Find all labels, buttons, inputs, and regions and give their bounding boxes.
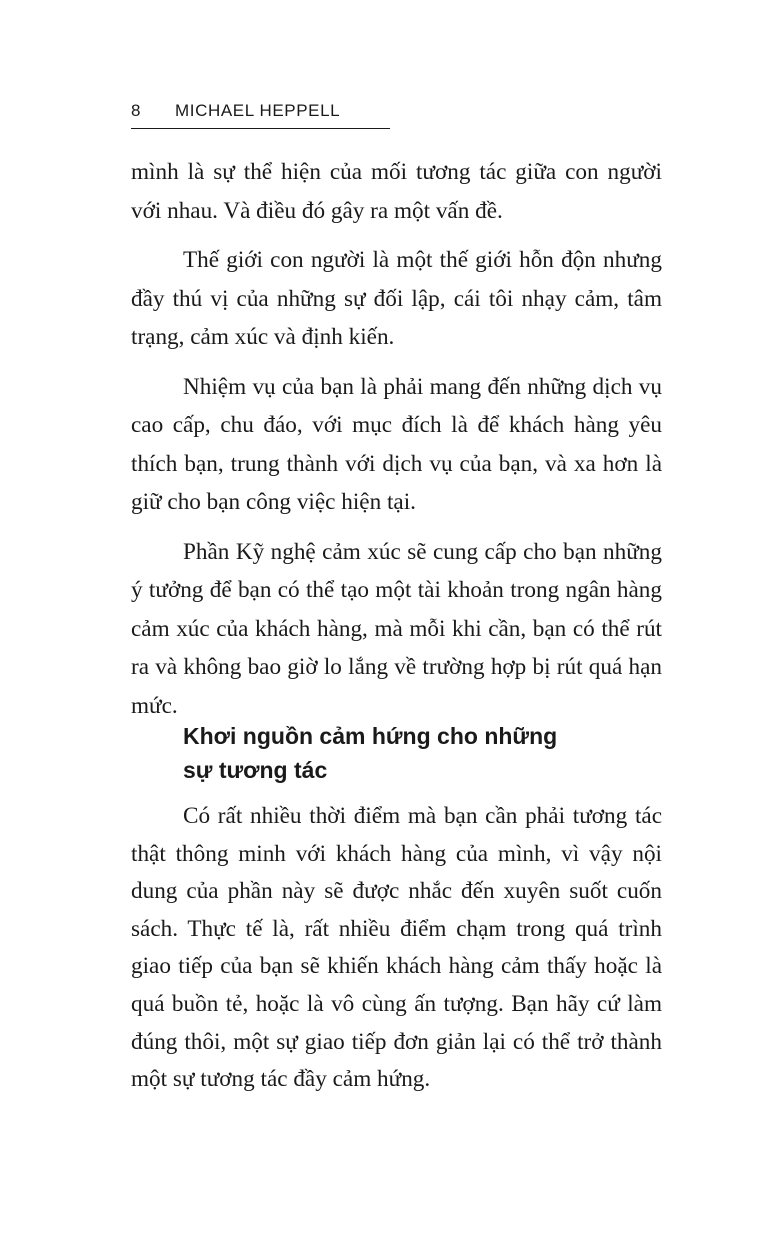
running-header (131, 100, 390, 129)
body-text-section (131, 798, 662, 1099)
paragraph: Phần Kỹ nghệ cảm xúc sẽ cung cấp cho bạn những ý tưởng để bạn có thể tạo một tài khoản trong ngân hàng cảm xúc của khách hàng, mà mỗi khi cần, bạn có thể rút ra và không bao giờ lo lắng về trường hợp bị rút quá hạn mức. (131, 538, 662, 719)
running-title: MICHAEL HEPPELL (175, 101, 341, 120)
section-paragraph: Có rất nhiều thời điểm mà bạn cần phải tương tác thật thông minh với khách hàng của mình, vì vậy nội dung của phần này sẽ được nhắc đến xuyên suốt cuốn sách. Thực tế là, rất nhiều điểm chạm trong quá trình giao tiếp của bạn sẽ khiến khách hàng cảm thấy hoặc là quá buồn tẻ, hoặc là vô cùng ấn tượng. Bạn hãy cứ làm đúng thôi, một sự giao tiếp đơn giản lại có thể trở thành một sự tương tác đầy cảm hứng. (131, 803, 662, 1093)
paragraph-continuation: mình là sự thể hiện của mối tương tác giữa con người với nhau. Và điều đó gây ra một vấn đề. (131, 159, 662, 224)
paragraph: Thế giới con người là một thế giới hỗn độn nhưng đầy thú vị của những sự đối lập, cái tôi nhạy cảm, tâm trạng, cảm xúc và định kiến. (131, 247, 662, 350)
paragraph: Nhiệm vụ của bạn là phải mang đến những dịch vụ cao cấp, chu đáo, với mục đích là để khách hàng yêu thích bạn, trung thành với dịch vụ của bạn, và xa hơn là giữ cho bạn công việc hiện tại. (131, 373, 662, 515)
body-text-top (131, 153, 662, 725)
section-heading-line2: sự tương tác (183, 757, 328, 783)
section-heading (183, 719, 603, 787)
section-heading-line1: Khơi nguồn cảm hứng cho những (183, 723, 558, 749)
page-number: 8 (131, 101, 142, 120)
